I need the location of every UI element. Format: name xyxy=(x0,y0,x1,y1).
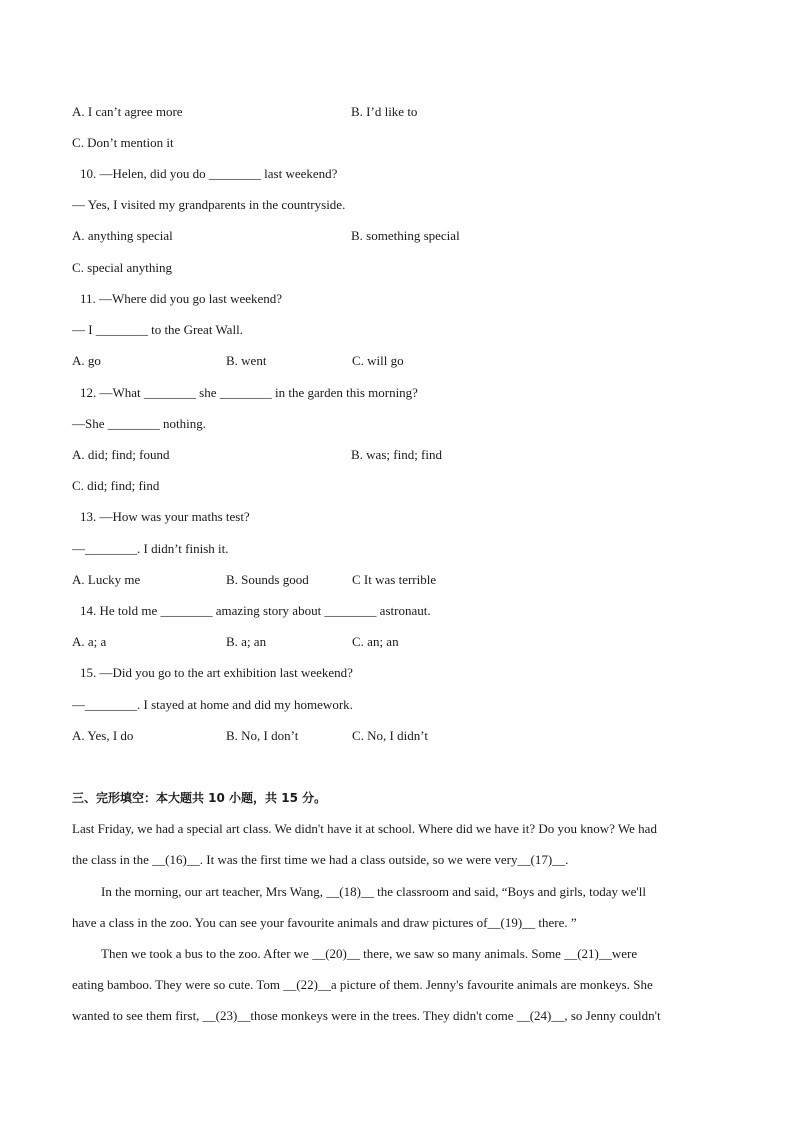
passage-p1-line1: Last Friday, we had a special art class. We didn't have it at school. Where did we have it? Do you know? We had xyxy=(72,821,657,836)
section3-heading: 三、完形填空：本大题共 10 小题，共 15 分。 xyxy=(72,791,327,805)
q14-option-b: B. a; an xyxy=(226,634,267,649)
q14-option-c: C. an; an xyxy=(352,634,399,649)
q9-option-b: B. I’d like to xyxy=(351,104,418,119)
q11-option-c: C. will go xyxy=(352,353,404,368)
q10-answer: — Yes, I visited my grandparents in the countryside. xyxy=(72,197,346,212)
q12-option-c: C. did; find; find xyxy=(72,478,160,493)
q13-answer: —________. I didn’t finish it. xyxy=(72,541,229,556)
q15-option-a: A. Yes, I do xyxy=(72,728,134,743)
passage-p2-line1: In the morning, our art teacher, Mrs Wang, __(18)__ the classroom and said, “Boys and girls, today we'll xyxy=(101,884,646,899)
passage-p3-line1: Then we took a bus to the zoo. After we __(20)__ there, we saw so many animals. Some __(21)__were xyxy=(101,946,638,961)
q11-answer: — I ________ to the Great Wall. xyxy=(72,322,243,337)
q15-answer: —________. I stayed at home and did my homework. xyxy=(72,697,353,712)
passage-p3-line3: wanted to see them first, __(23)__those monkeys were in the trees. They didn't come __(24)__, so Jenny couldn't xyxy=(72,1008,661,1023)
passage-p2-line2: have a class in the zoo. You can see your favourite animals and draw pictures of__(19)__ there. ” xyxy=(72,915,577,930)
passage-p1-line2: the class in the __(16)__. It was the first time we had a class outside, so we were very__(17)__. xyxy=(72,852,569,867)
q15-stem: 15. —Did you go to the art exhibition last weekend? xyxy=(80,665,353,680)
q13-option-a: A. Lucky me xyxy=(72,572,141,587)
q13-option-c: C It was terrible xyxy=(352,572,437,587)
q15-option-c: C. No, I didn’t xyxy=(352,728,428,743)
q11-option-b: B. went xyxy=(226,353,267,368)
q10-stem: 10. —Helen, did you do ________ last weekend? xyxy=(80,166,338,181)
q15-option-b: B. No, I don’t xyxy=(226,728,299,743)
q13-option-b: B. Sounds good xyxy=(226,572,309,587)
q10-option-b: B. something special xyxy=(351,228,460,243)
q10-option-a: A. anything special xyxy=(72,228,173,243)
q11-option-a: A. go xyxy=(72,353,101,368)
q13-stem: 13. —How was your maths test? xyxy=(80,509,250,524)
q11-stem: 11. —Where did you go last weekend? xyxy=(80,291,283,306)
q9-option-c: C. Don’t mention it xyxy=(72,135,174,150)
passage-p3-line2: eating bamboo. They were so cute. Tom __(22)__a picture of them. Jenny's favourite animals are monkeys. She xyxy=(72,977,653,992)
q12-option-b: B. was; find; find xyxy=(351,447,442,462)
q10-option-c: C. special anything xyxy=(72,260,173,275)
q9-option-a: A. I can’t agree more xyxy=(72,104,183,119)
q12-option-a: A. did; find; found xyxy=(72,447,170,462)
q14-stem: 14. He told me ________ amazing story about ________ astronaut. xyxy=(80,603,431,618)
q14-option-a: A. a; a xyxy=(72,634,107,649)
q12-answer: —She ________ nothing. xyxy=(72,416,206,431)
q12-stem: 12. —What ________ she ________ in the garden this morning? xyxy=(80,385,418,400)
